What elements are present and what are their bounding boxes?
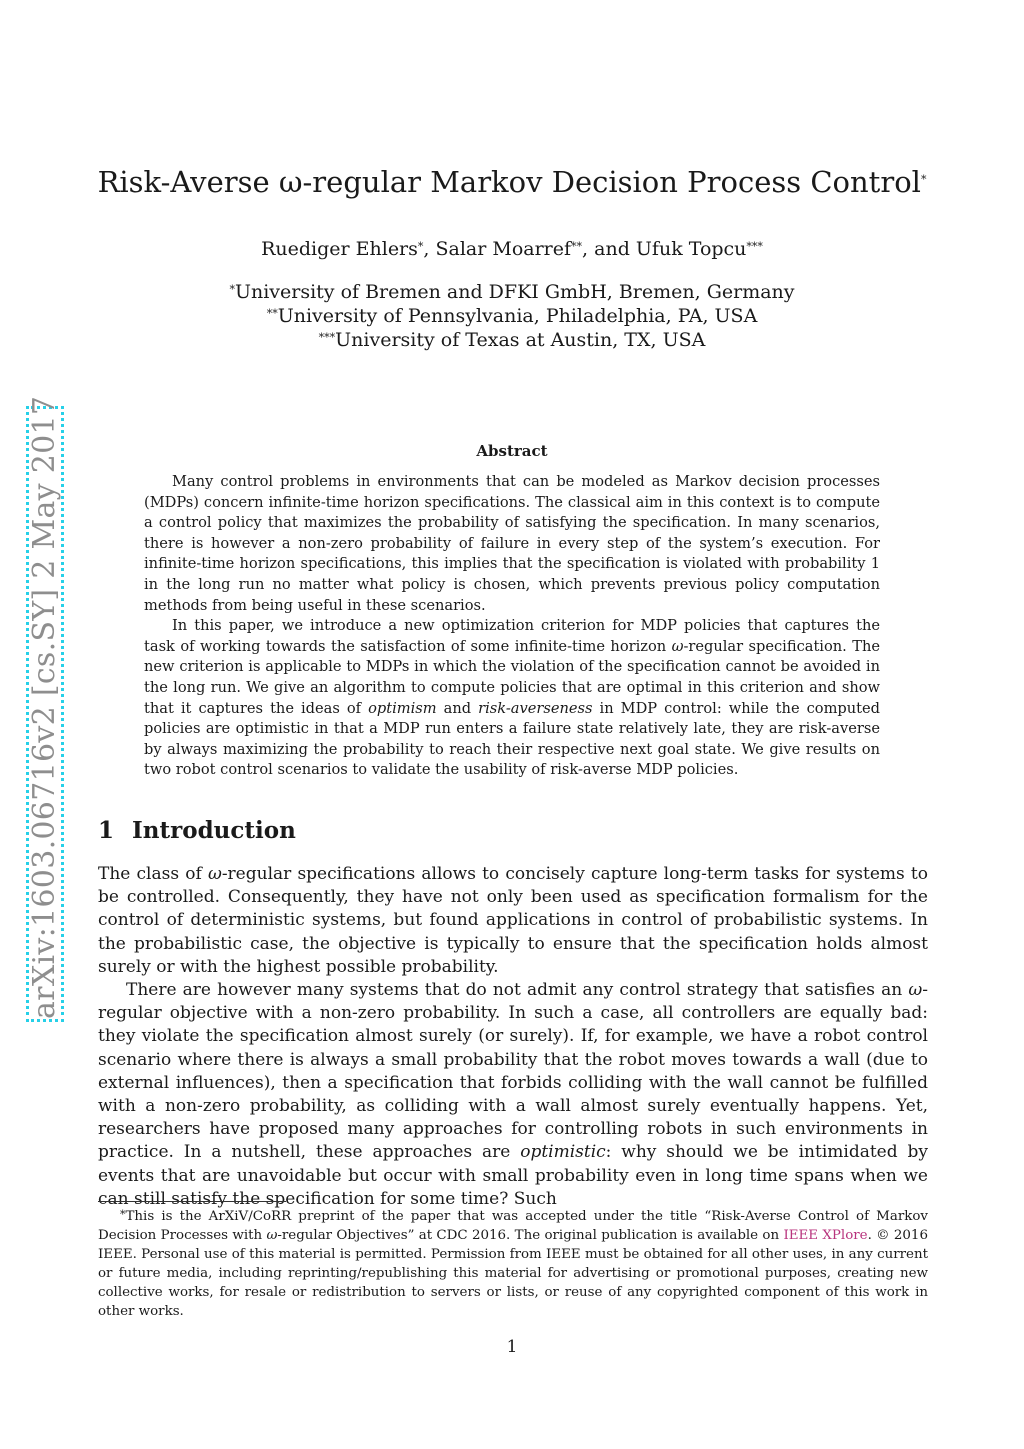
arxiv-stamp: arXiv:1603.06716v2 [cs.SY] 2 May 2017 — [26, 406, 64, 1022]
text-run: -regular specification. The new criterion is applicable to MDPs in which the violation of the specification cannot be avoided in the long run. We give an algorithm to compute policies that are optimal in this criterion and show that it captures the ideas of — [144, 637, 880, 717]
intro-paragraph-2 — [98, 979, 928, 1211]
omega-symbol: ω — [266, 1228, 278, 1243]
text-run: This is the ArXiV/CoRR preprint of the paper that was accepted under the title “Risk-Averse Control of Markov Decision Processes with — [98, 1209, 928, 1243]
text-run: -regular objective with a non-zero probability. In such a case, all controllers are equally bad: they violate the specification almost surely (or surely). If, for example, we have a robot control scenario where there is always a small probability that the robot moves towards a wall (due to external influences), then a specification that forbids colliding with the wall cannot be fulfilled with a non-zero probability, as colliding with a wall almost surely eventually happens. Yet, researchers have proposed many approaches for controlling robots in such environments in practice. In a nutshell, these approaches are — [98, 980, 928, 1163]
page-number: 1 — [506, 1337, 518, 1357]
footnote — [98, 1207, 928, 1321]
affiliation — [0, 280, 1024, 304]
affiliation — [0, 328, 1024, 352]
author-name: Ufuk Topcu — [635, 238, 747, 260]
intro-paragraph-1 — [98, 863, 928, 979]
section-heading — [98, 816, 296, 846]
omega-symbol: ω — [671, 637, 684, 655]
author-separator: , — [423, 238, 436, 260]
omega-symbol: ω — [207, 864, 222, 884]
emphasis-risk-averseness: risk-averseness — [478, 699, 593, 717]
author-mark: *** — [746, 240, 763, 253]
footnote-rule — [98, 1201, 286, 1202]
emphasis-optimism: optimism — [368, 699, 437, 717]
author-mark: ** — [571, 240, 583, 253]
section-number: 1 — [98, 817, 115, 844]
abstract-heading: Abstract — [476, 442, 548, 460]
author-name: Ruediger Ehlers — [261, 238, 418, 260]
title-text: Risk-Averse ω-regular Markov Decision Process Control — [97, 165, 921, 199]
affiliations — [0, 280, 1024, 352]
ieee-xplore-link[interactable]: IEEE XPlore — [783, 1228, 868, 1243]
author-list — [0, 235, 1024, 263]
author-separator: , and — [582, 238, 636, 260]
title-footnote-mark: * — [920, 173, 927, 186]
affiliation-mark: ** — [266, 307, 278, 320]
author-name: Salar Moarref — [435, 238, 572, 260]
affiliation-mark: * — [229, 283, 235, 296]
text-run: There are however many systems that do not admit any control strategy that satisfies an — [126, 980, 909, 1001]
text-run: . © 2016 IEEE. Personal use of this material is permitted. Permission from IEEE must be obtained for all other uses, in any current or future media, including reprinting/republishing this material for advertising or promotional purposes, creating new collective works, for resale or redistribution to servers or lists, or reuse of any copyrighted component of this work in other works. — [98, 1228, 928, 1319]
text-run: in MDP control: while the computed policies are optimistic in that a MDP run enters a failure state relatively late, they are risk-averse by always maximizing the probability to reach their respective next goal state. We give results on two robot control scenarios to validate the usability of risk-averse MDP policies. — [144, 699, 881, 779]
text-run: and — [436, 699, 479, 717]
author-mark: * — [417, 240, 424, 253]
section-title: Introduction — [132, 817, 296, 844]
affiliation-text: University of Texas at Austin, TX, USA — [335, 329, 706, 351]
affiliation-mark: *** — [318, 331, 336, 344]
text-run: : why should we be intimidated by events that are unavoidable but occur with small probability even in long time spans when we can still satisfy the specification for some time? Such — [98, 1142, 928, 1209]
intro-body — [98, 863, 928, 1211]
text-run: The class of — [98, 864, 208, 884]
affiliation — [0, 304, 1024, 328]
paper-title — [0, 162, 1024, 202]
abstract-paragraph-1: Many control problems in environments that can be modeled as Markov decision processes (MDPs) concern infinite-time horizon specifications. The classical aim in this context is to compute a control policy that maximizes the probability of satisfying the specification. In many scenarios, there is however a non-zero probability of failure in every step of the system’s execution. For infinite-time horizon specifications, this implies that the specification is violated with probability 1 in the long run no matter what policy is chosen, which prevents previous policy computation methods from being useful in these scenarios. — [144, 473, 880, 614]
text-run: -regular specifications allows to concisely capture long-term tasks for systems to be controlled. Consequently, they have not only been used as specification formalism for the control of deterministic systems, but found applications in control of probabilistic systems. In the probabilistic case, the objective is typically to ensure that the specification holds almost surely or with the highest possible probability. — [98, 864, 928, 977]
emphasis-optimistic: optimistic — [520, 1142, 606, 1163]
text-run: In this paper, we introduce a new optimization criterion for MDP policies that captures the task of working towards the satisfaction of some infinite-time horizon — [144, 617, 880, 655]
text-run: -regular Objectives” at CDC 2016. The original publication is available on — [277, 1228, 784, 1243]
affiliation-text: University of Bremen and DFKI GmbH, Bremen, Germany — [234, 281, 795, 303]
footnote-mark: * — [120, 1208, 126, 1221]
affiliation-text: University of Pennsylvania, Philadelphia, PA, USA — [277, 305, 758, 327]
omega-symbol: ω — [908, 980, 923, 1001]
abstract-paragraph-2 — [144, 616, 880, 781]
abstract-body — [144, 472, 880, 781]
